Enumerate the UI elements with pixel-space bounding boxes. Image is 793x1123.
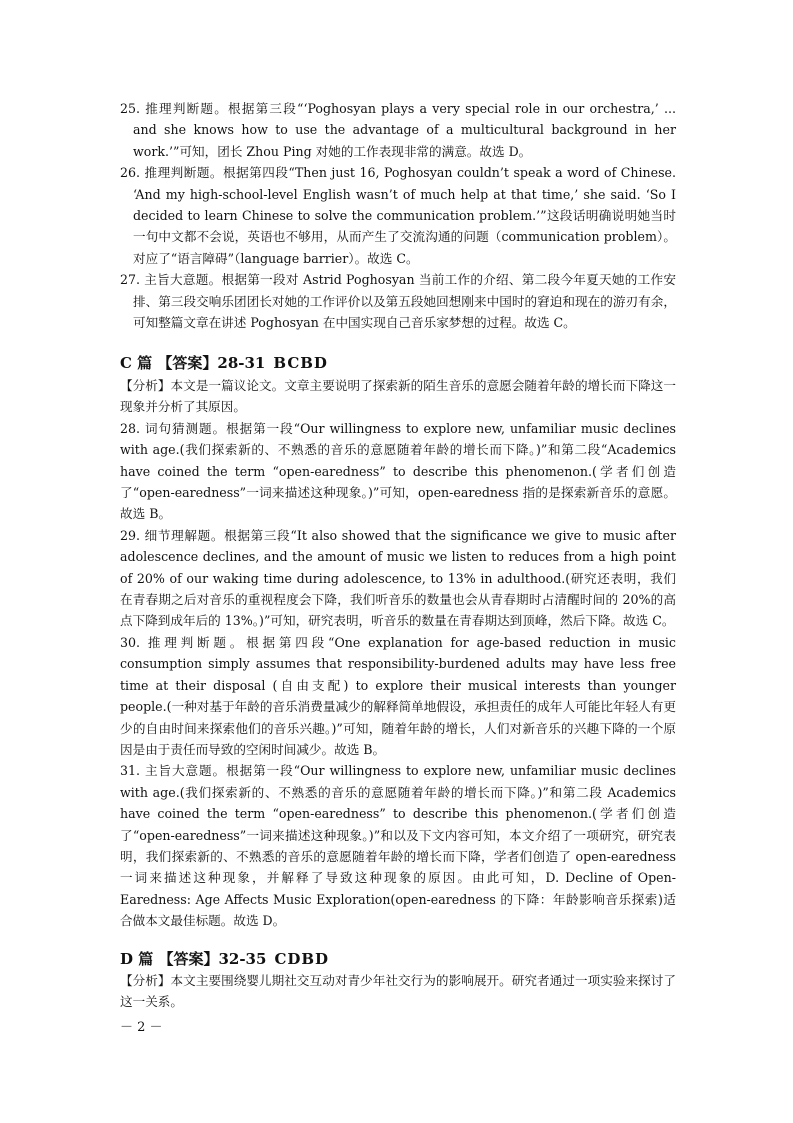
item-31: 31. 主旨大意题。根据第一段“Our willingness to explore new, unfamiliar music declines with age.(我们探索新的、不熟悉的音乐的意愿随着年龄的增长而下降。)”和第二段 Academics have coined the term “open-earedness” to describe this phenomenon.(学者们创造了“open-earedness”一词来描述这种现象。)”和以及下文内容可知，本文介绍了一项研究，研究表明，我们探索新的、不熟悉的音乐的意愿随着年龄的增长而下降，学者们创造了 open-earedness 一词来描述这种现象，并解释了导致这种现象的原因。由此可知，D. Decline of Open-Earedness: Age Affects Music Exploration(open-earedness 的下降：年龄影响音乐探索)适合做本文最佳标题。故选 D。 bbox=[120, 763, 676, 929]
item-26: 26. 推理判断题。根据第四段“Then just 16, Poghosyan couldn’t speak a word of Chinese. ‘And my high-school-level English wasn’t of much help at that time,’ she said. ‘So I decided to learn Chinese to solve the communication problem.’”这段话明确说明她当时一句中文都不会说，英语也不够用，从而产生了交流沟通的问题（communication problem）。对应了“语言障碍”（language barrier）。故选 C。 bbox=[120, 165, 676, 266]
section-d-heading bbox=[120, 948, 329, 969]
item-30: 30. 推理判断题。根据第四段“One explanation for age-based reduction in music consumption simply assumes that responsibility-burdened adults may have less free time at their disposal (自由支配) to explore their musical interests than younger people.(一种对基于年龄的音乐消费量减少的解释简单地假设，承担责任的成年人可能比年轻人有更少的自由时间来探索他们的音乐兴趣。)”可知，随着年龄的增长，人们对新音乐的兴趣下降的一个原因是由于责任而导致的空闲时间减少。故选 B。 bbox=[120, 634, 676, 757]
section-d-body bbox=[120, 970, 676, 1013]
section-c-analysis: 【分析】本文是一篇议论文。文章主要说明了探索新的陌生音乐的意愿会随着年龄的增长而下降这一现象并分析了其原因。 bbox=[120, 378, 676, 415]
item-28: 28. 词句猜测题。根据第一段“Our willingness to explore new, unfamiliar music declines with age.(我们探索新的、不熟悉的音乐的意愿随着年龄的增长而下降。)”和第二段“Academics have coined the term “open-earedness” to describe this phenomenon.(学者们创造了“open-earedness”一词来描述这种现象。)”可知，open-earedness 指的是探索新音乐的意愿。故选 B。 bbox=[120, 420, 676, 522]
item-27: 27. 主旨大意题。根据第一段对 Astrid Poghosyan 当前工作的介绍、第二段今年夏天她的工作安排、第三段交响乐团团长对她的工作评价以及第五段她回想刚来中国时的窘迫和现在的游刃有余，可知整篇文章在讲述 Poghosyan 在中国实现自己音乐家梦想的过程。故选 C。 bbox=[120, 272, 676, 331]
section-c-body bbox=[120, 375, 676, 932]
item-29: 29. 细节理解题。根据第三段“It also showed that the significance we give to music after adolescence declines, and the amount of music we listen to reduces from a high point of 20% of our waking time during adolescence, to 13% in adulthood.(研究还表明，我们在青春期之后对音乐的重视程度会下降，我们听音乐的数量也会从青春期时占清醒时间的 20%的高点下降到成年后的 13%。)”可知，研究表明，听音乐的数量在青春期达到顶峰，然后下降。故选 C。 bbox=[120, 527, 676, 629]
section-c-title: C 篇 【答案】28-31 bbox=[120, 354, 266, 372]
section-b-items bbox=[120, 98, 676, 333]
page-number: － 2 － bbox=[120, 1020, 163, 1035]
section-c-heading bbox=[120, 352, 328, 373]
section-d-analysis: 【分析】本文主要围绕婴儿期社交互动对青少年社交行为的影响展开。研究者通过一项实验来探讨了这一关系。 bbox=[120, 973, 676, 1010]
section-d-title: D 篇 【答案】32-35 bbox=[120, 950, 267, 968]
section-d-answer: CDBD bbox=[274, 950, 330, 968]
section-c-answer: BCBD bbox=[273, 354, 328, 372]
item-25: 25. 推理判断题。根据第三段“‘Poghosyan plays a very special role in our orchestra,’ ... and she knows how to use the advantage of a multicultural background in her work.’”可知，团长 Zhou Ping 对她的工作表现非常的满意。故选 D。 bbox=[120, 101, 676, 159]
